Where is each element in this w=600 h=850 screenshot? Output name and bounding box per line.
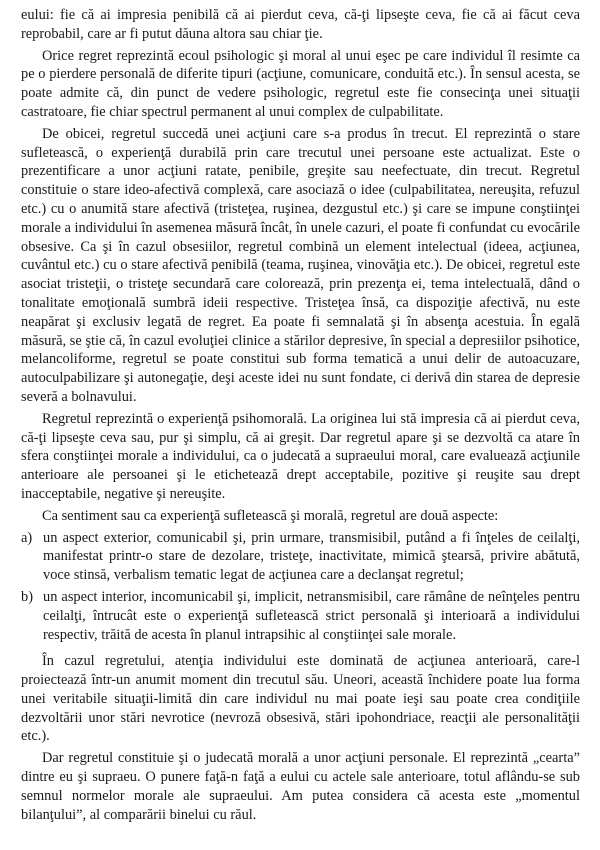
paragraph-regret-echo: Orice regret reprezintă ecoul psihologic şi moral al unui eşec pe care individul îl resimte ca pe o pierdere personală de diferite tipuri (acţiune, comunicare, conduită etc.). În sensul acesta, se poate admite că, din punct de vedere psihologic, regretul este fie consecinţa unei situaţii castratoare, fie chiar spectrul permanent al unui complex de culpabilitate.	[21, 47, 580, 120]
paragraph-moral-judgement: Dar regretul constituie şi o judecată morală a unor acţiuni personale. El reprezintă „cearta” dintre eu şi supraeu. O punere faţă-n faţă a eului cu actele sale anterioare, totul aflându-se sub semnul normelor morale ale supraeului. Am putea considera că acesta este „momentul bilanţului”, al comparării binelui cu răul.	[21, 750, 580, 823]
list-marker: b)	[21, 588, 33, 605]
list-marker: a)	[21, 529, 33, 546]
list-text: un aspect interior, incomunicabil şi, implicit, netransmisibil, care rămâne de neînţeles pentru ceilalţi, întrucât este o experienţă sufletească strict personală şi interioară a individului respectiv, trăită de acesta în planul intrapsihic al conştiinţei sale morale.	[43, 588, 580, 643]
list-text: un aspect exterior, comunicabil şi, prin urmare, transmisibil, putând a fi înţeles de ceilalţi, manifestat printr-o stare de dezolare, tristeţe, inactivitate, mimică ştearsă, privire abătută, voce stinsă, verbalism tematic legat de acţiunea care a declanşat regretul;	[43, 529, 580, 584]
list-item-exterior-aspect	[21, 529, 580, 585]
paragraph-psychomoral-experience: Regretul reprezintă o experienţă psihomorală. La originea lui stă impresia că ai pierdut ceva, că-ţi lipseşte ceva sau, pur şi simplu, că ai greşit. Dar regretul apare şi se dezvoltă ca atare în sfera conştiinţei morale a individului, ca o judecată a supraeului moral, care evaluează acţiunile anterioare ale persoanei şi le etichetează drept acceptabile, pozitive şi reuşite sau drept inacceptabile, negative şi nereuşite.	[21, 410, 580, 502]
paragraph-two-aspects: Ca sentiment sau ca experienţă sufletească şi morală, regretul are două aspecte:	[42, 507, 499, 524]
paragraph-regret-definition: De obicei, regretul succedă unei acţiuni care s-a produs în trecut. El reprezintă o stare sufletească, o experienţă durabilă prin care trecutul unei persoane este actualizat. Este o prezentificare a unor acţiuni ratate, penibile, greşite sau neefectuate, din trecut. Regretul constituie o stare ideo-afectivă complexă, care asociază o idee (culpabilitatea, nereuşita, refuzul etc.) cu o anumită stare afectivă (tristeţea, ruşinea, dezgustul etc.) şi care se impune conştiinţei morale a individului în asemenea măsură încât, în unele cazuri, el poate fi confundat cu evocările obsesive. Ca şi în cazul obsesiilor, regretul combină un element intelectual (ideea, acţiunea, cuvântul etc.) cu o stare afectivă penibilă (teama, ruşinea, vinovăţia etc.). De obicei, regretul este asociat tristeţii, o tristeţe secundară care colorează, prin prezenţa ei, tema intelectuală, dând o tonalitate emoţională sumbră ideii respective. Tristeţea însă, ca dispoziţie afectivă, nu este neapărat şi exclusiv legată de regret. Ea poate fi semnalată şi în absenţa acestuia. În egală măsură, se ştie că, în cazul evoluţiei clinice a stărilor depresive, în special a depresiilor psihotice, melancoliforme, regretul se poate constitui sub forma tematică a unui delir de autoacuzare, autoculpabilizare şi autonegaţie, deşi aceste idei nu sunt fondate, ci derivă din starea de depresie severă a bolnavului.	[21, 125, 581, 405]
paragraph-continuation: eului: fie că ai impresia penibilă că ai pierdut ceva, că-ţi lipseşte ceva, fie că ai făcut ceva reprobabil, care ar fi putut dăuna altora sau chiar ţie.	[21, 7, 580, 42]
paragraph-attention-dominated: În cazul regretului, atenţia individului este dominată de acţiunea anterioară, care-l proiectează într-un anumit moment din trecutul său. Uneori, această închidere poate lua forma unei veritabile situaţii-limită din care individul nu mai poate ieşi sau poate crea condiţiile dezvoltării unor stări nevrotice (nevroză obsesivă, stări ipohondriace, reacţii ale personalităţii etc.).	[21, 653, 580, 745]
list-item-interior-aspect	[21, 588, 580, 644]
